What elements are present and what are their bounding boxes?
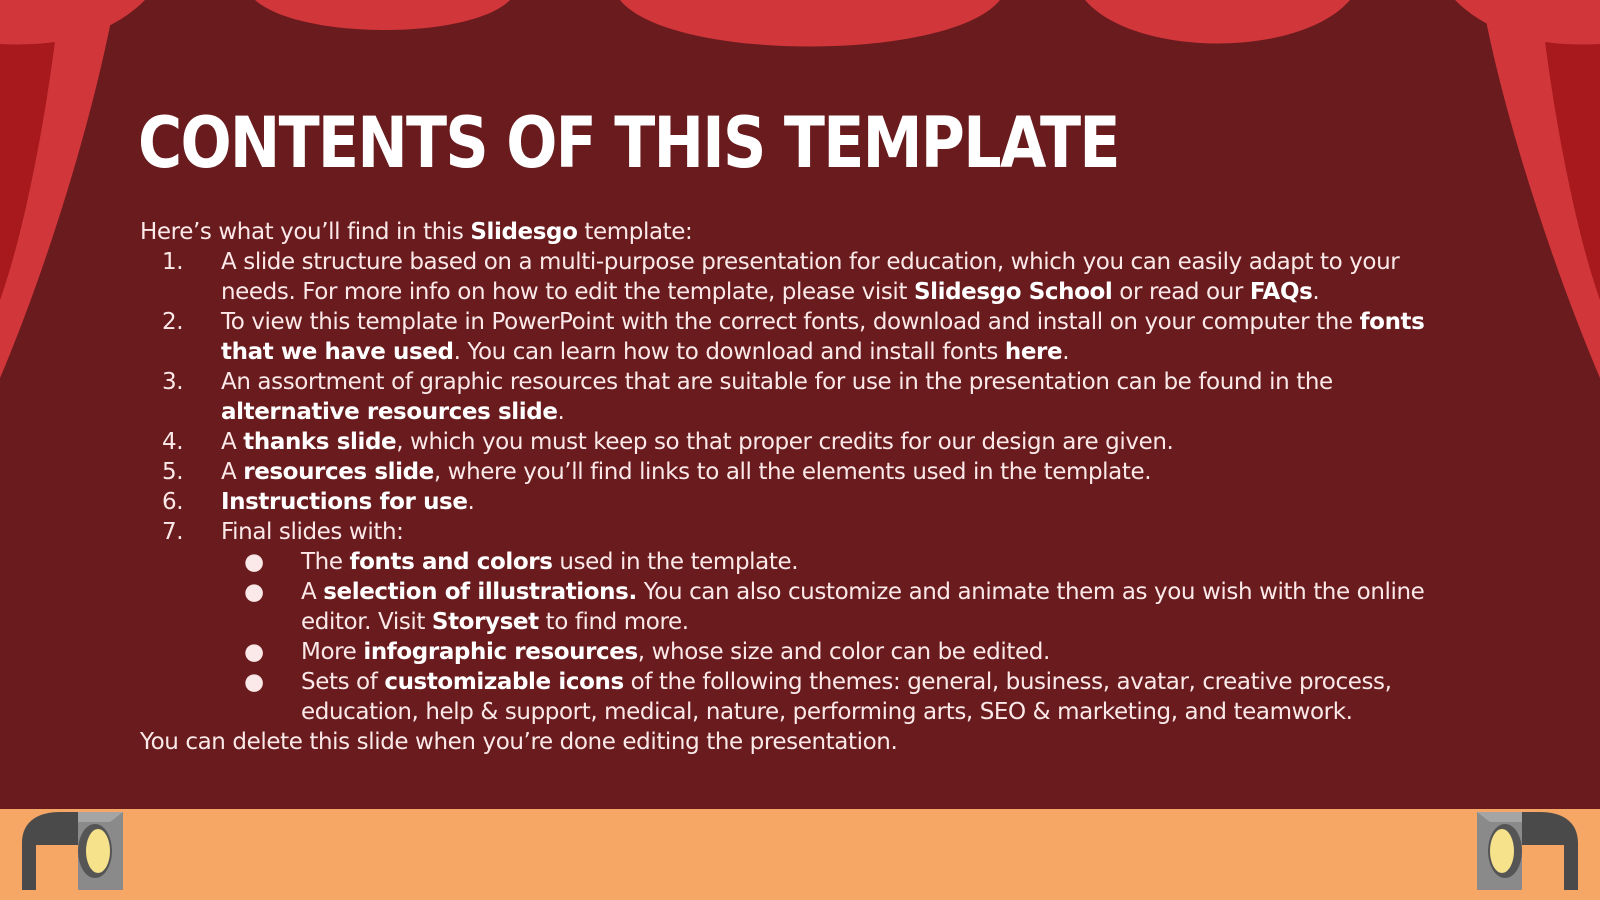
right-spotlight-icon <box>1477 812 1578 890</box>
list-item: 4. A thanks slide, which you must keep so that proper credits for our design are given. <box>162 429 1174 455</box>
list-number: 5. <box>162 459 184 485</box>
bullet-icon: ● <box>244 549 264 575</box>
list-item: 5. A resources slide, where you’ll find links to all the elements used in the template. <box>162 459 1152 485</box>
list-item: 2. To view this template in PowerPoint with the correct fonts, download and install on your computer the fonts that we have used. You can learn how to download and install fonts here. <box>162 309 1425 365</box>
list-number: 6. <box>162 489 184 515</box>
instructions-link[interactable]: Instructions for use <box>221 489 468 515</box>
infographic-resources-label: infographic resources <box>363 639 638 665</box>
list-number: 4. <box>162 429 184 455</box>
resources-slide-label: resources slide <box>243 459 434 485</box>
bullet-item: ● More infographic resources, whose size and color can be edited. <box>244 639 1050 665</box>
fonts-used-link[interactable]: fonts that we have used <box>221 309 1425 365</box>
list-item: 6. Instructions for use. <box>162 489 475 515</box>
alternative-resources-link[interactable]: alternative resources slide <box>221 399 558 425</box>
slidesgo-brand: Slidesgo <box>470 219 578 245</box>
bullet-icon: ● <box>244 669 264 695</box>
intro-text: Here’s what you’ll find in this Slidesgo template: <box>140 219 693 245</box>
storyset-link[interactable]: Storyset <box>431 609 539 635</box>
list-item: 1. A slide structure based on a multi-purpose presentation for education, which you can easily adapt to your needs. For more info on how to edit the template, please visit Slidesgo School or read our FAQs. <box>162 249 1400 305</box>
bullet-icon: ● <box>244 639 264 665</box>
fonts-here-link[interactable]: here <box>1004 339 1063 365</box>
outro-text: You can delete this slide when you’re done editing the presentation. <box>140 729 898 755</box>
fonts-colors-label: fonts and colors <box>349 549 553 575</box>
bullet-icon: ● <box>244 579 264 605</box>
list-item: 7. Final slides with: <box>162 519 404 545</box>
bullet-item: ● A selection of illustrations. You can also customize and animate them as you wish with the online editor. Visit Storyset to find more. <box>244 579 1425 635</box>
list-item: 3. An assortment of graphic resources that are suitable for use in the presentation can be found in the alternative resources slide. <box>162 369 1333 425</box>
list-number: 7. <box>162 519 184 545</box>
slidesgo-school-link[interactable]: Slidesgo School <box>913 279 1113 305</box>
bullet-item: ● The fonts and colors used in the template. <box>244 549 799 575</box>
illustrations-label: selection of illustrations. <box>323 579 637 605</box>
list-number: 2. <box>162 309 184 335</box>
customizable-icons-label: customizable icons <box>384 669 624 695</box>
left-spotlight-icon <box>22 812 123 890</box>
list-number: 1. <box>162 249 184 275</box>
faqs-link[interactable]: FAQs <box>1249 279 1313 305</box>
slide-body <box>140 217 1470 757</box>
list-number: 3. <box>162 369 184 395</box>
bullet-item: ● Sets of customizable icons of the following themes: general, business, avatar, creative process, education, help & support, medical, nature, performing arts, SEO & marketing, and teamwork. <box>244 669 1392 725</box>
thanks-slide-label: thanks slide <box>243 429 397 455</box>
slide-title: CONTENTS OF THIS TEMPLATE <box>138 102 1119 184</box>
